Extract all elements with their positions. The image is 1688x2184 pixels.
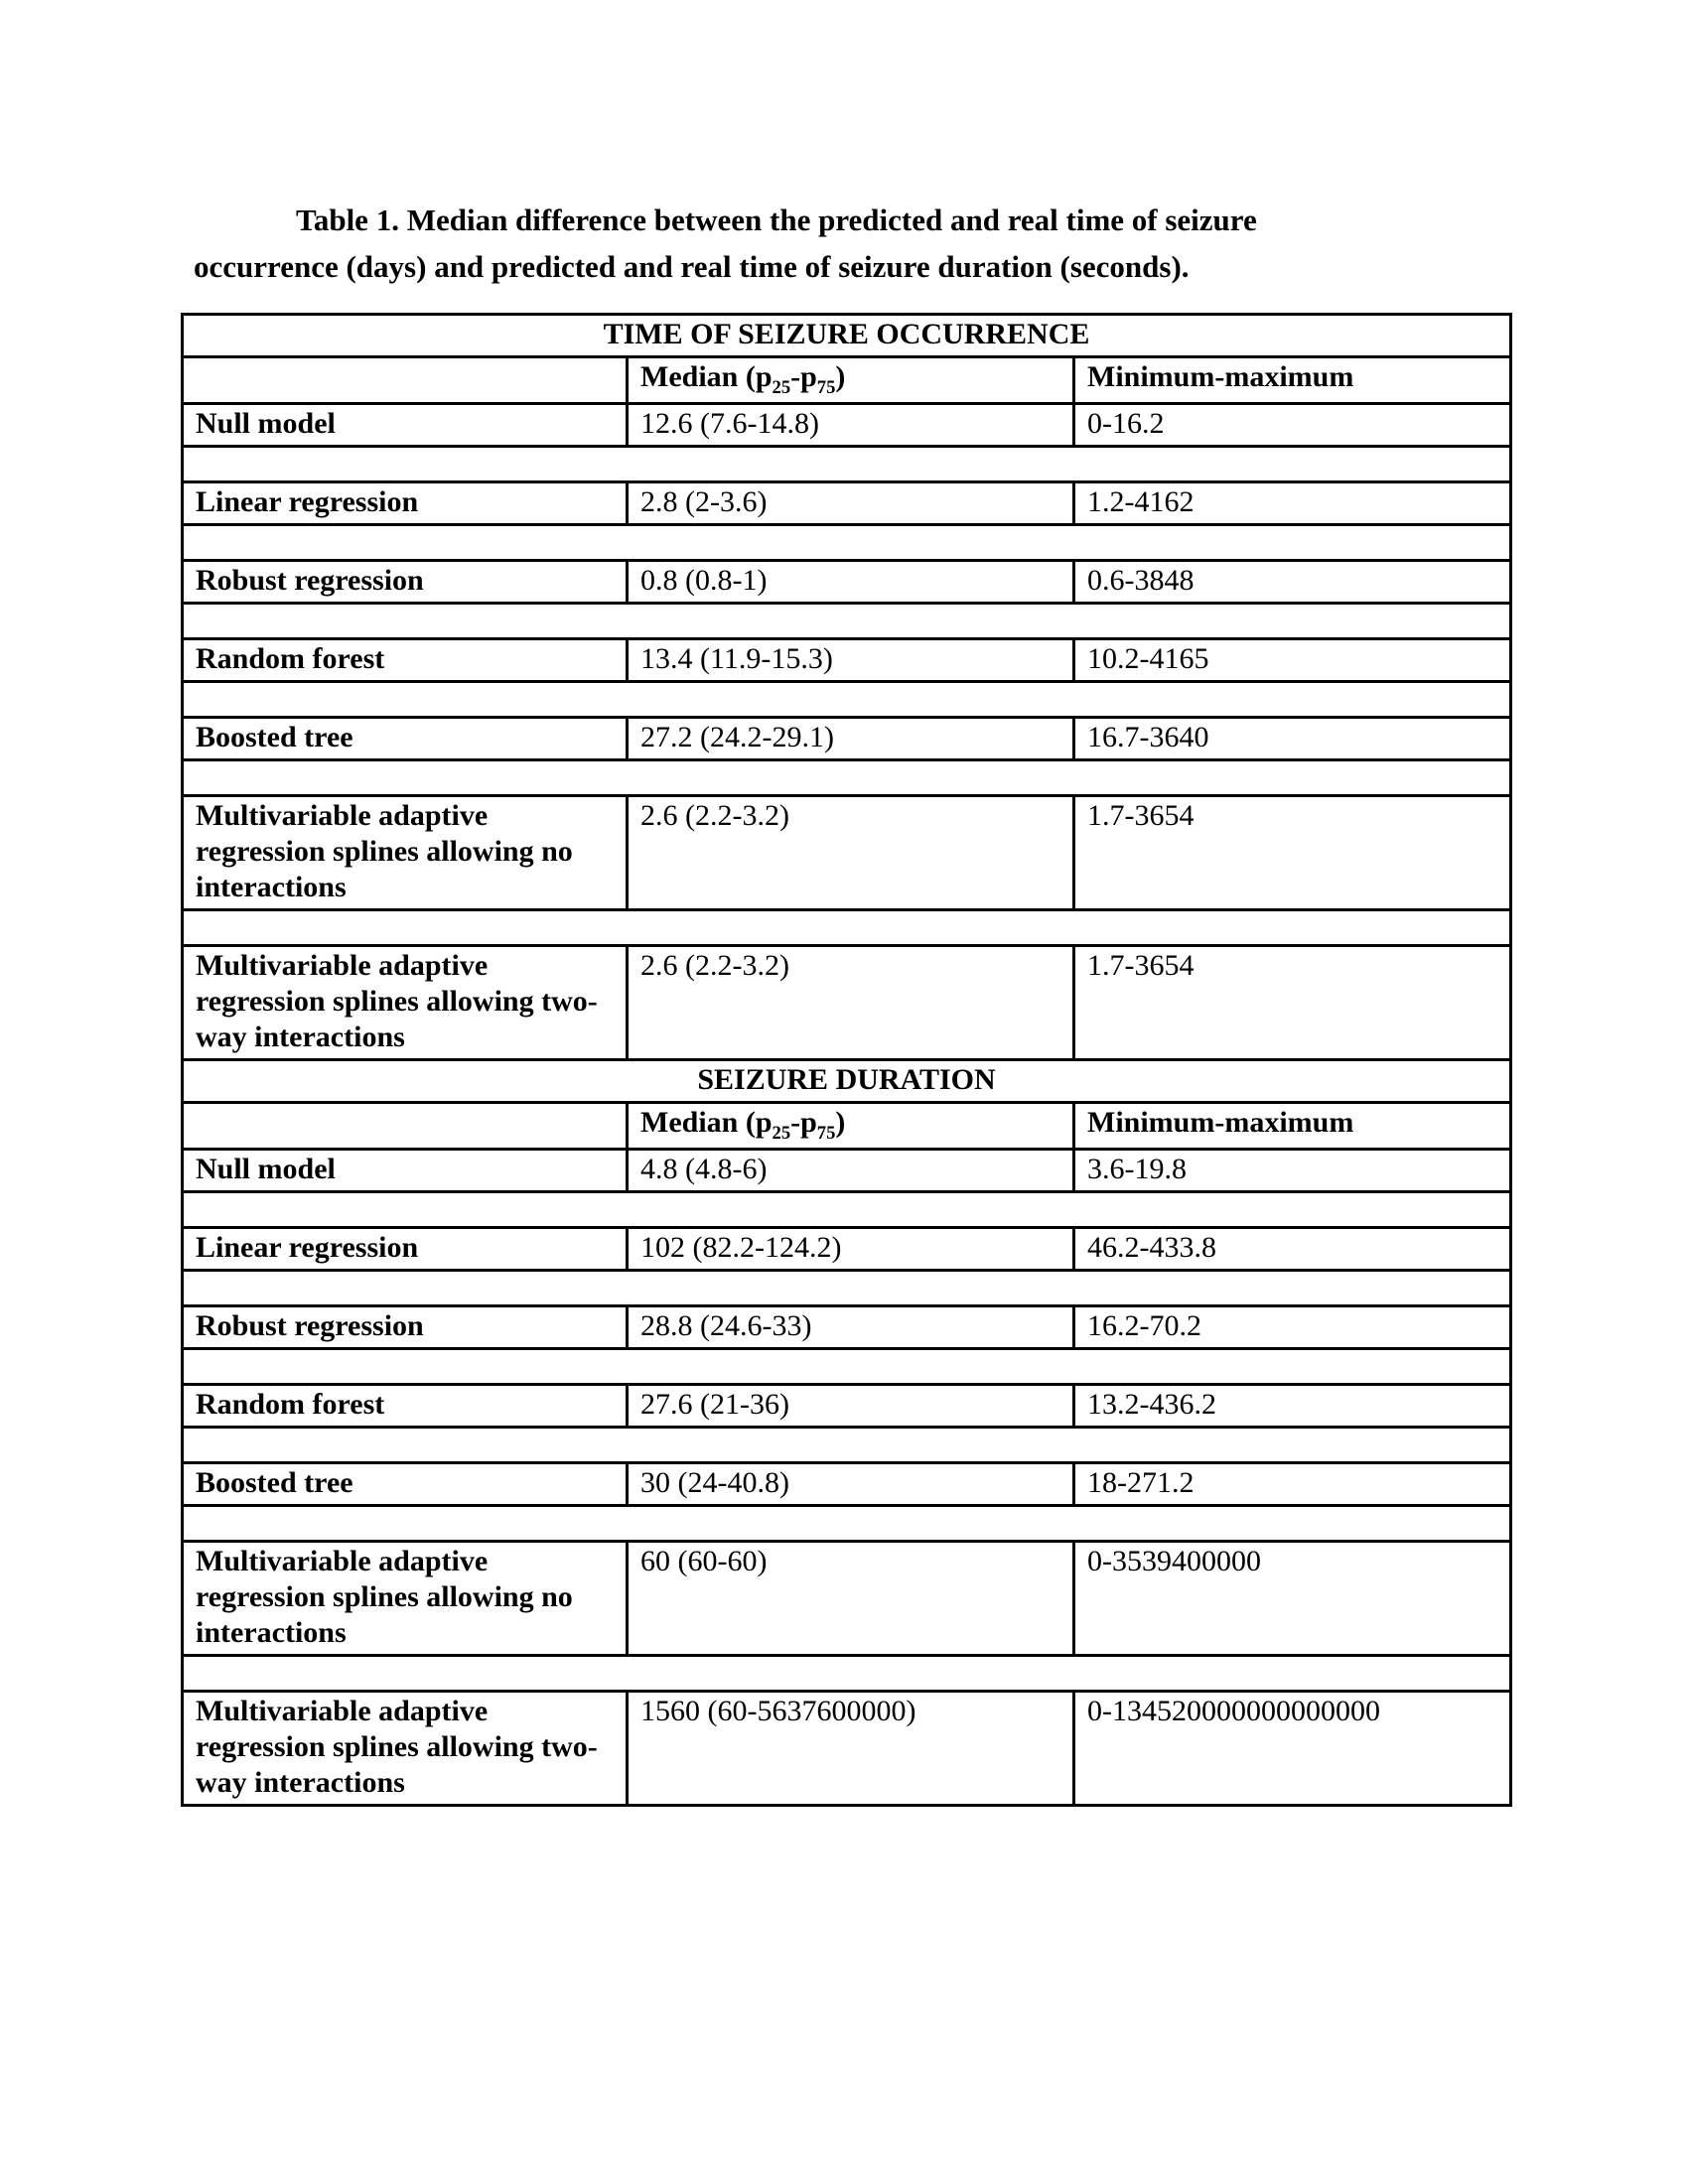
model-name-cell: Linear regression (183, 1228, 628, 1271)
spacer-cell (183, 604, 1511, 639)
median-cell: 27.6 (21-36) (628, 1385, 1074, 1428)
minmax-cell: 0-3539400000 (1074, 1542, 1511, 1656)
spacer-row (183, 1506, 1511, 1542)
table-row (183, 718, 1511, 760)
spacer-cell (183, 682, 1511, 718)
model-name-cell: Multivariable adaptive regression splines allowing two-way interactions (183, 946, 628, 1060)
median-cell: 30 (24-40.8) (628, 1463, 1074, 1506)
median-header-text: -p (790, 1106, 817, 1139)
median-header-sub75: 75 (816, 377, 836, 398)
median-cell: 12.6 (7.6-14.8) (628, 404, 1074, 447)
model-name-cell: Robust regression (183, 561, 628, 604)
table-row (183, 1228, 1511, 1271)
minmax-column-header: Minimum-maximum (1074, 1103, 1511, 1150)
spacer-row (183, 682, 1511, 718)
empty-header-cell (183, 357, 628, 404)
model-name-cell: Robust regression (183, 1306, 628, 1349)
minmax-cell: 1.7-3654 (1074, 946, 1511, 1060)
table-row (183, 561, 1511, 604)
table-row (183, 796, 1511, 910)
spacer-cell (183, 1271, 1511, 1306)
minmax-cell: 16.7-3640 (1074, 718, 1511, 760)
minmax-cell: 0-16.2 (1074, 404, 1511, 447)
spacer-row (183, 760, 1511, 796)
spacer-row (183, 1349, 1511, 1385)
spacer-row (183, 910, 1511, 946)
spacer-cell (183, 1349, 1511, 1385)
spacer-cell (183, 525, 1511, 561)
median-header-text: Median (p (640, 360, 773, 393)
spacer-cell (183, 1192, 1511, 1228)
spacer-cell (183, 1428, 1511, 1463)
median-cell: 60 (60-60) (628, 1542, 1074, 1656)
model-name-cell: Multivariable adaptive regression splines allowing two-way interactions (183, 1692, 628, 1806)
page-title (194, 197, 1484, 290)
median-cell: 27.2 (24.2-29.1) (628, 718, 1074, 760)
median-cell: 2.6 (2.2-3.2) (628, 796, 1074, 910)
model-name-cell: Multivariable adaptive regression splines allowing no interactions (183, 796, 628, 910)
table-row (183, 1463, 1511, 1506)
minmax-cell: 3.6-19.8 (1074, 1150, 1511, 1192)
model-name-cell: Linear regression (183, 482, 628, 525)
table-row (183, 639, 1511, 682)
minmax-column-header: Minimum-maximum (1074, 357, 1511, 404)
spacer-cell (183, 910, 1511, 946)
spacer-cell (183, 1656, 1511, 1692)
median-cell: 0.8 (0.8-1) (628, 561, 1074, 604)
table-row (183, 404, 1511, 447)
section-header-seizure-duration: SEIZURE DURATION (183, 1060, 1511, 1103)
median-column-header (628, 357, 1074, 404)
median-header-sub25: 25 (772, 1123, 791, 1144)
median-cell: 28.8 (24.6-33) (628, 1306, 1074, 1349)
spacer-row (183, 1192, 1511, 1228)
spacer-row (183, 447, 1511, 482)
empty-header-cell (183, 1103, 628, 1150)
minmax-cell: 18-271.2 (1074, 1463, 1511, 1506)
median-column-header (628, 1103, 1074, 1150)
page-title-line-2: occurrence (days) and predicted and real time of seizure duration (seconds). (194, 249, 1190, 284)
table-row (183, 1385, 1511, 1428)
minmax-cell: 0-134520000000000000 (1074, 1692, 1511, 1806)
table-row (183, 1306, 1511, 1349)
model-name-cell: Boosted tree (183, 1463, 628, 1506)
table-row (183, 946, 1511, 1060)
median-cell: 2.6 (2.2-3.2) (628, 946, 1074, 1060)
median-header-text: ) (835, 1106, 846, 1139)
minmax-cell: 46.2-433.8 (1074, 1228, 1511, 1271)
table-row (183, 482, 1511, 525)
median-header-sub25: 25 (772, 377, 791, 398)
spacer-cell (183, 1506, 1511, 1542)
spacer-row (183, 604, 1511, 639)
table-row (183, 1150, 1511, 1192)
spacer-cell (183, 760, 1511, 796)
table-row (183, 1542, 1511, 1656)
model-name-cell: Random forest (183, 639, 628, 682)
median-cell: 102 (82.2-124.2) (628, 1228, 1074, 1271)
minmax-cell: 1.2-4162 (1074, 482, 1511, 525)
spacer-row (183, 1271, 1511, 1306)
minmax-cell: 16.2-70.2 (1074, 1306, 1511, 1349)
model-name-cell: Null model (183, 404, 628, 447)
median-cell: 2.8 (2-3.6) (628, 482, 1074, 525)
minmax-cell: 1.7-3654 (1074, 796, 1511, 910)
spacer-row (183, 1428, 1511, 1463)
minmax-cell: 10.2-4165 (1074, 639, 1511, 682)
page-title-line-1: Table 1. Median difference between the predicted and real time of seizure (296, 203, 1257, 237)
model-name-cell: Multivariable adaptive regression splines allowing no interactions (183, 1542, 628, 1656)
spacer-row (183, 1656, 1511, 1692)
median-cell: 13.4 (11.9-15.3) (628, 639, 1074, 682)
median-header-text: ) (835, 360, 846, 393)
column-header-row (183, 357, 1511, 404)
column-header-row (183, 1103, 1511, 1150)
median-header-text: Median (p (640, 1106, 773, 1139)
results-table (181, 313, 1512, 1807)
minmax-cell: 13.2-436.2 (1074, 1385, 1511, 1428)
median-header-sub75: 75 (816, 1123, 836, 1144)
median-header-text: -p (790, 360, 817, 393)
table-row (183, 1692, 1511, 1806)
section-header-row (183, 1060, 1511, 1103)
median-cell: 1560 (60-5637600000) (628, 1692, 1074, 1806)
model-name-cell: Random forest (183, 1385, 628, 1428)
spacer-cell (183, 447, 1511, 482)
section-header-row (183, 315, 1511, 357)
spacer-row (183, 525, 1511, 561)
section-header-time-of-seizure-occurrence: TIME OF SEIZURE OCCURRENCE (183, 315, 1511, 357)
minmax-cell: 0.6-3848 (1074, 561, 1511, 604)
median-cell: 4.8 (4.8-6) (628, 1150, 1074, 1192)
model-name-cell: Boosted tree (183, 718, 628, 760)
model-name-cell: Null model (183, 1150, 628, 1192)
